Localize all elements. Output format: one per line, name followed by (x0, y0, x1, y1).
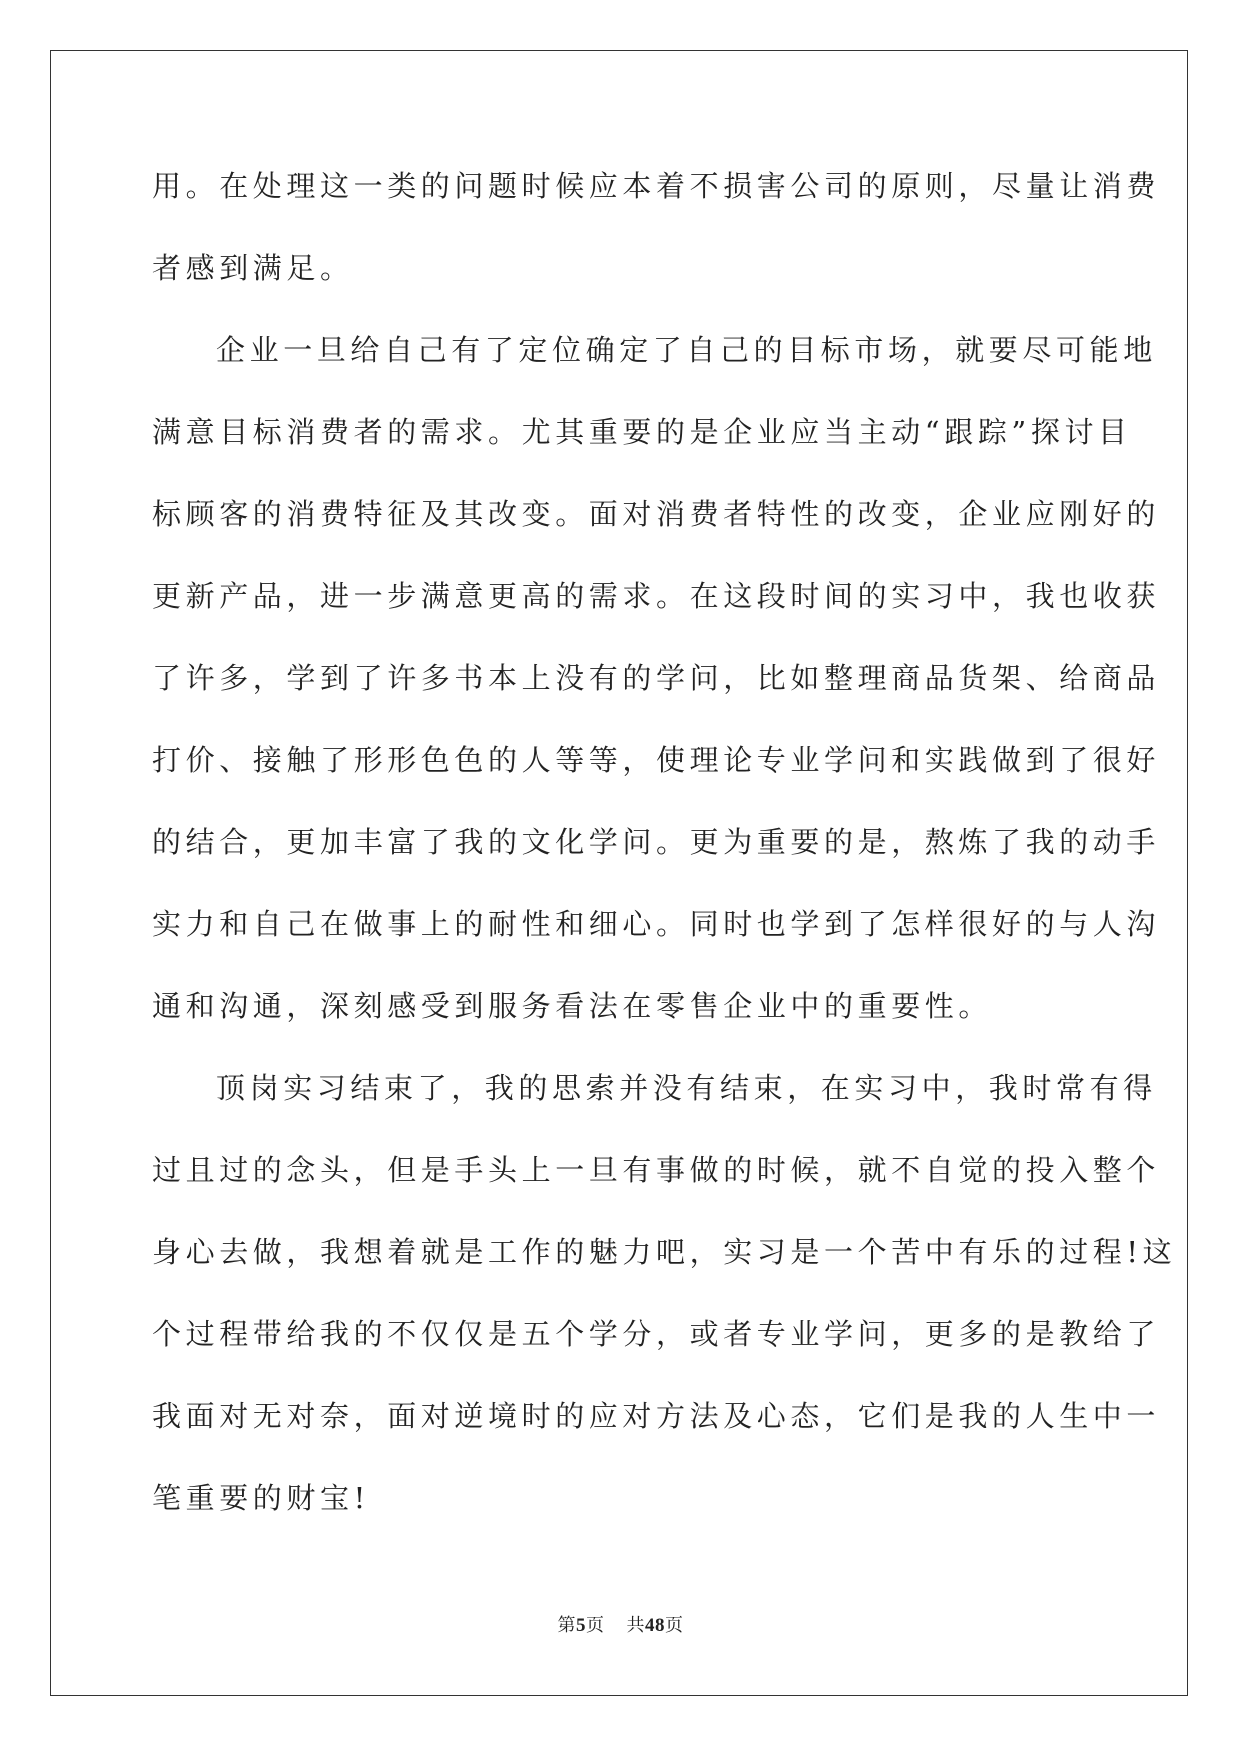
page-number: 5 (576, 1615, 586, 1636)
total-suffix: 页 (665, 1615, 684, 1636)
paragraph-start-line: 顶岗实习结束了，我的思索并没有结束，在实习中，我时常有得 (216, 1071, 1157, 1105)
paragraph-start-line: 企业一旦给自己有了定位确定了自己的目标市场，就要尽可能地 (216, 333, 1157, 367)
text-line: 用。在处理这一类的问题时候应本着不损害公司的原则，尽量让消费 (152, 169, 1161, 203)
text-line: 我面对无对奈，面对逆境时的应对方法及心态，它们是我的人生中一 (152, 1399, 1161, 1433)
text-line: 的结合，更加丰富了我的文化学问。更为重要的是，熬炼了我的动手 (152, 825, 1161, 859)
total-prefix: 共 (626, 1615, 645, 1636)
text-line: 通和沟通，深刻感受到服务看法在零售企业中的重要性。 (152, 989, 993, 1023)
text-line: 更新产品，进一步满意更高的需求。在这段时间的实习中，我也收获 (152, 579, 1161, 613)
text-line: 实力和自己在做事上的耐性和细心。同时也学到了怎样很好的与人沟 (152, 907, 1161, 941)
page-footer (0, 1614, 1241, 1638)
document-body (152, 158, 1177, 1552)
text-line: 笔重要的财宝! (152, 1481, 370, 1515)
page-prefix: 第 (557, 1615, 576, 1636)
text-line: 了许多，学到了许多书本上没有的学问，比如整理商品货架、给商品 (152, 661, 1161, 695)
page-suffix: 页 (586, 1615, 605, 1636)
text-line: 身心去做，我想着就是工作的魅力吧，实习是一个苦中有乐的过程!这 (152, 1235, 1177, 1269)
text-line: 个过程带给我的不仅仅是五个学分，或者专业学问，更多的是教给了 (152, 1317, 1161, 1351)
text-line: 标顾客的消费特征及其改变。面对消费者特性的改变，企业应刚好的 (152, 497, 1161, 531)
text-line: 打价、接触了形形色色的人等等，使理论专业学问和实践做到了很好 (152, 743, 1161, 777)
text-line: 过且过的念头，但是手头上一旦有事做的时候，就不自觉的投入整个 (152, 1153, 1161, 1187)
text-line: 满意目标消费者的需求。尤其重要的是企业应当主动“跟踪”探讨目 (152, 415, 1132, 449)
text-line: 者感到满足。 (152, 251, 354, 285)
total-pages: 48 (645, 1615, 665, 1636)
